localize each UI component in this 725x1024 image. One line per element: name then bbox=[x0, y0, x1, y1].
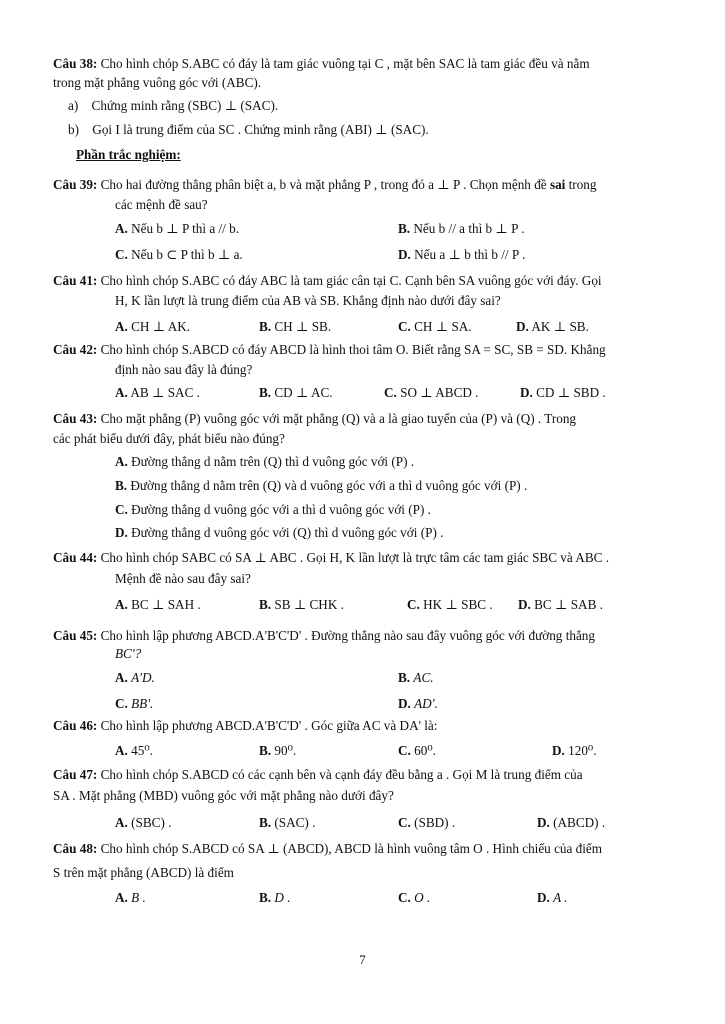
q41-text-1: Cho hình chóp S.ABC có đáy ABC là tam giác cân tại C. Cạnh bên SA vuông góc với đáy. Gọi bbox=[100, 273, 602, 288]
q41-line2: H, K lần lượt là trung điểm của AB và SB. Khẳng định nào dưới đây sai? bbox=[115, 293, 501, 308]
q47-text-1: Cho hình chóp S.ABCD có các cạnh bên và cạnh đáy đều bằng a . Gọi M là trung điểm của bbox=[100, 767, 583, 782]
q46-line1 bbox=[53, 717, 437, 735]
option-text: 120⁰. bbox=[568, 743, 597, 758]
option-letter: B. bbox=[259, 385, 272, 400]
option-text: 45⁰. bbox=[131, 743, 153, 758]
option-letter: C. bbox=[115, 696, 128, 711]
q39-line2: các mệnh đề sau? bbox=[115, 197, 208, 212]
q39-option-d[interactable] bbox=[398, 246, 525, 264]
q44-option-c[interactable] bbox=[407, 596, 493, 614]
option-letter: C. bbox=[398, 319, 411, 334]
q38-b-text: Gọi I là trung điểm của SC . Chứng minh rằng (ABI) ⊥ (SAC). bbox=[92, 122, 429, 137]
option-text: BC ⊥ SAB . bbox=[534, 597, 603, 612]
option-text: HK ⊥ SBC . bbox=[423, 597, 493, 612]
q45-option-c[interactable] bbox=[115, 695, 153, 713]
option-letter: B. bbox=[259, 890, 272, 905]
q42-text-1: Cho hình chóp S.ABCD có đáy ABCD là hình thoi tâm O. Biết rằng SA = SC, SB = SD. Khẳng bbox=[100, 342, 606, 357]
option-text: B . bbox=[131, 890, 146, 905]
q41-line1 bbox=[53, 272, 602, 290]
q41-label: Câu 41: bbox=[53, 273, 98, 288]
q47-option-b[interactable] bbox=[259, 814, 315, 832]
option-text: 60⁰. bbox=[414, 743, 436, 758]
option-letter: D. bbox=[552, 743, 565, 758]
option-text: AC. bbox=[413, 670, 434, 685]
option-text: SO ⊥ ABCD . bbox=[400, 385, 479, 400]
q48-option-b[interactable] bbox=[259, 889, 291, 907]
q48-line1 bbox=[53, 840, 602, 858]
q38-part-b bbox=[68, 121, 429, 139]
q43-option-d[interactable] bbox=[115, 524, 443, 542]
q41-option-b[interactable] bbox=[259, 318, 331, 336]
option-letter: C. bbox=[115, 247, 128, 262]
option-text: A'D. bbox=[131, 670, 155, 685]
q38-label: Câu 38: bbox=[53, 56, 98, 71]
q38-part-a bbox=[68, 97, 278, 115]
q48-label: Câu 48: bbox=[53, 841, 98, 856]
option-letter: D. bbox=[115, 525, 128, 540]
option-text: AB ⊥ SAC . bbox=[130, 385, 200, 400]
q38-text-1: Cho hình chóp S.ABC có đáy là tam giác vuông tại C , mặt bên SAC là tam giác đều và nằm bbox=[100, 56, 590, 71]
option-text: 90⁰. bbox=[274, 743, 297, 758]
option-text: BB'. bbox=[131, 696, 154, 711]
option-text: O . bbox=[414, 890, 431, 905]
q43-option-a[interactable] bbox=[115, 453, 414, 471]
q39-label: Câu 39: bbox=[53, 177, 98, 192]
option-letter: B. bbox=[398, 221, 411, 236]
q42-label: Câu 42: bbox=[53, 342, 98, 357]
q46-option-b[interactable] bbox=[259, 742, 296, 760]
option-text: Đường thẳng d nằm trên (Q) và d vuông góc với a thì d vuông góc với (P) . bbox=[130, 478, 528, 493]
q48-option-c[interactable] bbox=[398, 889, 430, 907]
q39-bold-word: sai bbox=[549, 177, 566, 192]
q47-line1 bbox=[53, 766, 583, 784]
q47-line2: SA . Mặt phẳng (MBD) vuông góc với mặt phẳng nào dưới đây? bbox=[53, 788, 394, 803]
q47-option-d[interactable] bbox=[537, 814, 605, 832]
option-letter: A. bbox=[115, 385, 128, 400]
option-text: Nếu b ⊥ P thì a // b. bbox=[131, 221, 240, 236]
option-letter: D. bbox=[537, 890, 550, 905]
q44-option-b[interactable] bbox=[259, 596, 344, 614]
q45-option-d[interactable] bbox=[398, 695, 438, 713]
q43-option-c[interactable] bbox=[115, 501, 431, 519]
option-text: AD'. bbox=[414, 696, 438, 711]
q45-label: Câu 45: bbox=[53, 628, 98, 643]
q45-text-1: Cho hình lập phương ABCD.A'B'C'D' . Đường thẳng nào sau đây vuông góc với đường thẳng bbox=[100, 628, 595, 643]
q44-option-d[interactable] bbox=[518, 596, 603, 614]
option-letter: D. bbox=[520, 385, 533, 400]
q43-line2: các phát biểu dưới đây, phát biểu nào đúng? bbox=[53, 431, 285, 446]
q48-option-a[interactable] bbox=[115, 889, 146, 907]
option-text: Đường thẳng d vuông góc với (Q) thì d vuông góc với (P) . bbox=[131, 525, 444, 540]
option-letter: C. bbox=[115, 502, 128, 517]
q45-line2: BC'? bbox=[115, 646, 142, 661]
option-text: A . bbox=[553, 890, 568, 905]
q43-line1 bbox=[53, 410, 576, 428]
option-letter: B. bbox=[115, 478, 128, 493]
option-letter: D. bbox=[516, 319, 529, 334]
q39-text-1: Cho hai đường thẳng phân biệt a, b và mặt phẳng P , trong đó a ⊥ P . Chọn mệnh đề bbox=[100, 177, 547, 192]
section-title: Phần trắc nghiệm: bbox=[76, 147, 181, 162]
q39-option-c[interactable] bbox=[115, 246, 243, 264]
q48-text-1: Cho hình chóp S.ABCD có SA ⊥ (ABCD), ABCD là hình vuông tâm O . Hình chiếu của điểm bbox=[100, 841, 603, 856]
option-letter: A. bbox=[115, 670, 128, 685]
q42-line2: định nào sau đây là đúng? bbox=[115, 362, 253, 377]
option-text: Nếu b ⊂ P thì b ⊥ a. bbox=[131, 247, 243, 262]
q46-option-d[interactable] bbox=[552, 742, 597, 760]
q48-option-d[interactable] bbox=[537, 889, 568, 907]
q44-label: Câu 44: bbox=[53, 550, 98, 565]
option-text: (SBD) . bbox=[414, 815, 456, 830]
option-text: D . bbox=[274, 890, 291, 905]
q45-option-b[interactable] bbox=[398, 669, 434, 687]
q41-option-a[interactable] bbox=[115, 318, 190, 336]
option-text: CH ⊥ SA. bbox=[414, 319, 472, 334]
option-text: (ABCD) . bbox=[553, 815, 606, 830]
q39-line1 bbox=[53, 176, 596, 194]
option-letter: A. bbox=[115, 319, 128, 334]
q42-line1 bbox=[53, 341, 606, 359]
q43-label: Câu 43: bbox=[53, 411, 98, 426]
option-text: AK ⊥ SB. bbox=[531, 319, 589, 334]
option-letter: B. bbox=[398, 670, 411, 685]
q45-line1 bbox=[53, 627, 595, 645]
option-letter: D. bbox=[518, 597, 531, 612]
option-letter: D. bbox=[398, 696, 411, 711]
option-letter: B. bbox=[259, 743, 272, 758]
option-text: BC ⊥ SAH . bbox=[131, 597, 201, 612]
option-text: Nếu a ⊥ b thì b // P . bbox=[414, 247, 526, 262]
q44-line1 bbox=[53, 549, 609, 567]
option-letter: C. bbox=[398, 890, 411, 905]
q47-option-a[interactable] bbox=[115, 814, 171, 832]
option-letter: A. bbox=[115, 221, 128, 236]
option-text: (SAC) . bbox=[274, 815, 316, 830]
q42-option-d[interactable] bbox=[520, 384, 606, 402]
q38-line1 bbox=[53, 55, 590, 73]
q47-label: Câu 47: bbox=[53, 767, 98, 782]
q47-option-c[interactable] bbox=[398, 814, 455, 832]
q38-a-label: a) bbox=[68, 98, 79, 113]
q43-option-b[interactable] bbox=[115, 477, 527, 495]
option-letter: A. bbox=[115, 815, 128, 830]
q42-option-b[interactable] bbox=[259, 384, 333, 402]
q38-a-text: Chứng minh rằng (SBC) ⊥ (SAC). bbox=[91, 98, 279, 113]
q43-text-1: Cho mặt phẳng (P) vuông góc với mặt phẳng (Q) và a là giao tuyến của (P) và (Q) . Trong bbox=[100, 411, 577, 426]
option-text: SB ⊥ CHK . bbox=[274, 597, 344, 612]
q42-option-c[interactable] bbox=[384, 384, 478, 402]
option-text: Nếu b // a thì b ⊥ P . bbox=[413, 221, 525, 236]
q38-line2: trong mặt phẳng vuông góc với (ABC). bbox=[53, 75, 262, 90]
option-letter: A. bbox=[115, 597, 128, 612]
q44-option-a[interactable] bbox=[115, 596, 201, 614]
option-text: CD ⊥ SBD . bbox=[536, 385, 606, 400]
option-letter: C. bbox=[398, 743, 411, 758]
option-text: (SBC) . bbox=[131, 815, 172, 830]
option-letter: A. bbox=[115, 890, 128, 905]
q41-option-c[interactable] bbox=[398, 318, 472, 336]
q46-option-a[interactable] bbox=[115, 742, 153, 760]
option-letter: B. bbox=[259, 597, 272, 612]
option-text: CD ⊥ AC. bbox=[274, 385, 333, 400]
option-letter: C. bbox=[398, 815, 411, 830]
q44-line2: Mệnh đề nào sau đây sai? bbox=[115, 571, 251, 586]
option-text: Đường thẳng d nằm trên (Q) thì d vuông góc với (P) . bbox=[131, 454, 415, 469]
option-text: Đường thẳng d vuông góc với a thì d vuông góc với (P) . bbox=[131, 502, 431, 517]
option-letter: C. bbox=[384, 385, 397, 400]
q39-option-a[interactable] bbox=[115, 220, 239, 238]
q39-text-1-end: trong bbox=[568, 177, 597, 192]
q44-text-1: Cho hình chóp SABC có SA ⊥ ABC . Gọi H, K lần lượt là trực tâm các tam giác SBC và ABC . bbox=[100, 550, 610, 565]
option-letter: A. bbox=[115, 743, 128, 758]
option-text: CH ⊥ AK. bbox=[131, 319, 191, 334]
q46-label: Câu 46: bbox=[53, 718, 98, 733]
option-letter: A. bbox=[115, 454, 128, 469]
page-number: 7 bbox=[359, 952, 366, 967]
q45-option-a[interactable] bbox=[115, 669, 155, 687]
q42-option-a[interactable] bbox=[115, 384, 200, 402]
option-letter: B. bbox=[259, 815, 272, 830]
q48-line2: S trên mặt phẳng (ABCD) là điểm bbox=[53, 865, 234, 880]
q46-option-c[interactable] bbox=[398, 742, 436, 760]
q41-option-d[interactable] bbox=[516, 318, 589, 336]
option-text: CH ⊥ SB. bbox=[274, 319, 332, 334]
option-letter: D. bbox=[398, 247, 411, 262]
option-letter: D. bbox=[537, 815, 550, 830]
option-letter: C. bbox=[407, 597, 420, 612]
q39-option-b[interactable] bbox=[398, 220, 525, 238]
q38-b-label: b) bbox=[68, 122, 79, 137]
q46-text-1: Cho hình lập phương ABCD.A'B'C'D' . Góc giữa AC và DA' là: bbox=[100, 718, 438, 733]
option-letter: B. bbox=[259, 319, 272, 334]
